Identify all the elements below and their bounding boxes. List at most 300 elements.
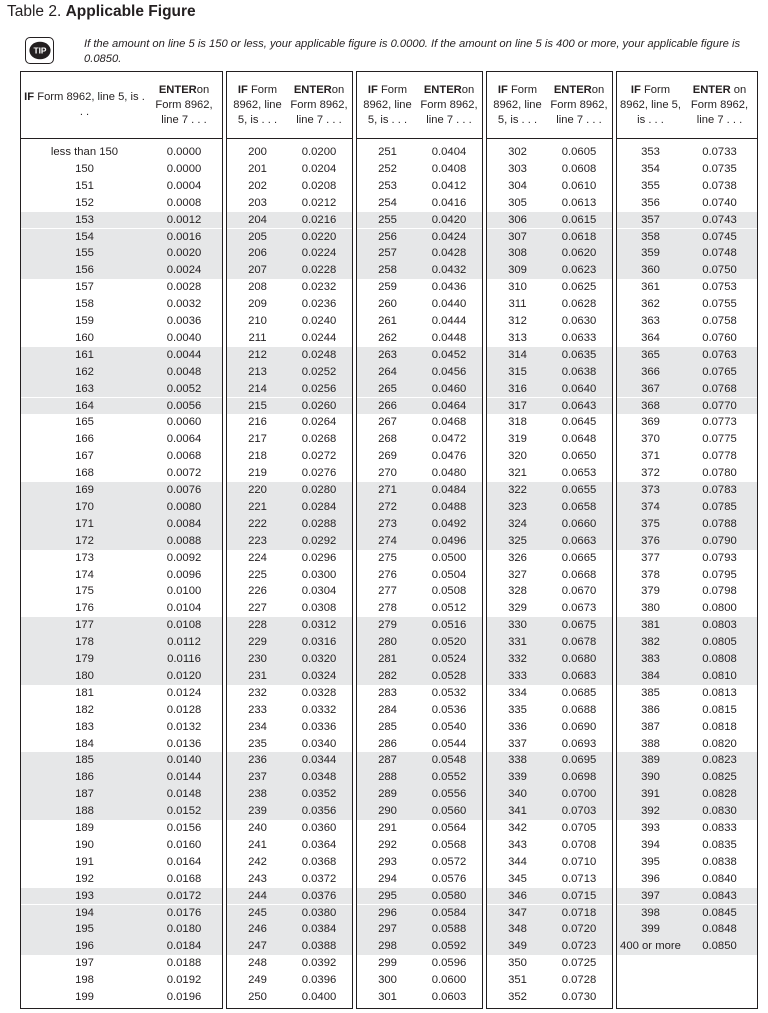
- table-panel: [616, 71, 758, 1009]
- applicable-figure-value: 0.0723: [561, 940, 597, 953]
- applicable-figure-value: 0.0212: [301, 196, 337, 209]
- line5-value: 295: [378, 889, 397, 902]
- tip-label: TIP: [32, 45, 47, 56]
- applicable-figure-value: 0.0758: [702, 315, 737, 327]
- applicable-figure-value: 0.0800: [702, 602, 737, 615]
- table-row: [357, 516, 482, 533]
- table-row: [227, 752, 352, 769]
- line5-value: 241: [248, 838, 267, 851]
- line5-value: 297: [378, 923, 397, 936]
- line5-value: 331: [508, 636, 527, 649]
- line5-value: 164: [75, 399, 94, 412]
- applicable-figure-value: 0.0848: [702, 923, 737, 936]
- table-row: [617, 245, 757, 262]
- applicable-figure-value: 0.0830: [702, 805, 737, 818]
- applicable-figure-value: 0.0740: [702, 196, 737, 209]
- line5-value: 325: [508, 534, 527, 547]
- line5-value: 158: [75, 298, 94, 311]
- table-row: [357, 364, 482, 381]
- table-row: [357, 398, 482, 415]
- line5-value: 387: [641, 720, 660, 733]
- line5-value: 281: [378, 653, 397, 665]
- table-header: [617, 72, 757, 139]
- applicable-figure-value: 0.0064: [166, 433, 202, 446]
- applicable-figure-value: 0.0480: [431, 467, 467, 480]
- line5-value: 236: [248, 754, 267, 767]
- line5-value: 198: [75, 974, 94, 987]
- line5-value: 246: [248, 923, 267, 936]
- applicable-figure-value: 0.0843: [702, 889, 737, 902]
- applicable-figure-value: 0.0284: [301, 500, 337, 513]
- table-row: [617, 161, 757, 178]
- applicable-figure-value: 0.0168: [166, 872, 202, 885]
- applicable-figure-value: 0.0060: [166, 416, 202, 429]
- applicable-figure-value: 0.0690: [561, 720, 597, 733]
- table-row: [357, 229, 482, 246]
- applicable-figure-value: 0.0008: [166, 196, 202, 209]
- table-row: [617, 668, 757, 685]
- line5-value: 285: [378, 720, 397, 733]
- table-row: [357, 448, 482, 465]
- table-row: [617, 550, 757, 567]
- applicable-figure-value: 0.0648: [561, 433, 597, 446]
- table-row: [227, 533, 352, 550]
- line5-value: 271: [378, 484, 397, 496]
- table-row: [357, 482, 482, 499]
- applicable-figure-value: 0.0743: [702, 213, 737, 226]
- line5-value: 263: [378, 348, 397, 361]
- line5-value: 381: [641, 619, 660, 632]
- applicable-figure-value: 0.0660: [561, 517, 597, 530]
- table-row: [357, 938, 482, 955]
- table-row: [357, 567, 482, 584]
- applicable-figure-value: 0.0452: [431, 348, 467, 361]
- line5-value: 240: [248, 822, 267, 834]
- table-row: [227, 212, 352, 229]
- line5-value: 339: [508, 771, 527, 784]
- applicable-figure-value: 0.0364: [301, 838, 337, 851]
- table-row: [21, 938, 222, 955]
- table-row: [617, 820, 757, 837]
- applicable-figure-value: 0.0640: [561, 382, 597, 395]
- applicable-figure-value: 0.0760: [702, 331, 737, 344]
- line5-value: 273: [378, 517, 397, 530]
- applicable-figure-value: 0.0192: [166, 974, 202, 987]
- line5-value: 344: [508, 855, 527, 868]
- line5-value: 277: [378, 585, 397, 598]
- table-row: [617, 567, 757, 584]
- table-row: [227, 685, 352, 702]
- line5-value: 219: [248, 467, 267, 480]
- applicable-figure-value: 0.0152: [166, 805, 202, 818]
- table-row: [487, 871, 612, 888]
- header-if-line5-text: Form 8962, line 5, is . . .: [34, 91, 145, 118]
- applicable-figure-value: 0.0384: [301, 923, 337, 936]
- table-row: [487, 719, 612, 736]
- table-row: [617, 229, 757, 246]
- line5-value: 243: [248, 872, 267, 885]
- table-row: [227, 161, 352, 178]
- applicable-figure-value: 0.0620: [561, 247, 597, 260]
- line5-value: 224: [248, 551, 267, 564]
- line5-value: 332: [508, 653, 527, 665]
- line5-value: 296: [378, 906, 397, 919]
- line5-value: 350: [508, 957, 527, 970]
- applicable-figure-value: 0.0512: [431, 602, 467, 615]
- table-row: [227, 381, 352, 398]
- table-row: [21, 364, 222, 381]
- line5-value: 299: [378, 957, 397, 970]
- header-if-line5: [229, 72, 286, 138]
- table-row: [617, 279, 757, 296]
- applicable-figure-value: 0.0673: [561, 602, 597, 615]
- applicable-figure-value: 0.0838: [702, 855, 737, 868]
- applicable-figure-value: 0.0140: [166, 754, 202, 767]
- table-row: [21, 820, 222, 837]
- table-row: [227, 921, 352, 938]
- table-row: [617, 803, 757, 820]
- applicable-figure-value: 0.0412: [431, 179, 467, 192]
- table-row: [487, 144, 612, 161]
- header-enter-line7-text: on Form 8962, line 7 . . .: [550, 83, 608, 126]
- table-row: [227, 888, 352, 905]
- line5-value: 353: [641, 146, 660, 158]
- line5-value: 357: [641, 213, 660, 226]
- table-row: [21, 668, 222, 685]
- table-row: [487, 313, 612, 330]
- table-row: [357, 803, 482, 820]
- table-row: [357, 212, 482, 229]
- applicable-figure-value: 0.0735: [702, 162, 737, 175]
- line5-value: 245: [248, 906, 267, 919]
- applicable-figure-value: 0.0773: [702, 416, 737, 429]
- line5-value: 352: [508, 991, 527, 1003]
- line5-value: 225: [248, 568, 267, 581]
- table-row: [487, 820, 612, 837]
- line5-value: 181: [75, 686, 94, 699]
- table-row: [487, 786, 612, 803]
- table-row: [617, 212, 757, 229]
- applicable-figure-value: 0.0344: [301, 754, 337, 767]
- line5-value: 195: [75, 923, 94, 936]
- line5-value: 233: [248, 703, 267, 716]
- line5-value: 175: [75, 585, 94, 598]
- applicable-figure-value: 0.0360: [301, 822, 337, 834]
- line5-value: 191: [75, 855, 94, 868]
- table-row: [357, 144, 482, 161]
- line5-value: 176: [75, 602, 94, 615]
- line5-value: 207: [248, 264, 267, 277]
- table-row: [357, 989, 482, 1006]
- table-row: [357, 465, 482, 482]
- applicable-figure-value: 0.0536: [431, 703, 467, 716]
- line5-value: 386: [641, 703, 660, 716]
- applicable-figure-value: 0.0092: [166, 551, 202, 564]
- applicable-figure-value: 0.0808: [702, 653, 737, 665]
- header-if-line5-bold: IF: [367, 83, 378, 96]
- table-row: [227, 398, 352, 415]
- line5-value: 320: [508, 450, 527, 463]
- applicable-figure-value: 0.0320: [301, 653, 337, 665]
- line5-value: 389: [641, 754, 660, 767]
- table-panel: [486, 71, 613, 1009]
- table-row: [357, 752, 482, 769]
- table-row: [227, 786, 352, 803]
- line5-value: 208: [248, 281, 267, 294]
- applicable-figure-value: 0.0016: [166, 230, 202, 243]
- applicable-figure-value: 0.0316: [301, 636, 337, 649]
- applicable-figure-value: 0.0228: [301, 264, 337, 277]
- line5-value: 170: [75, 500, 94, 513]
- table-row: [357, 786, 482, 803]
- table-row: [487, 381, 612, 398]
- table-header: [21, 72, 222, 139]
- applicable-figure-value: 0.0356: [301, 805, 337, 818]
- table-row: [357, 719, 482, 736]
- line5-value: 375: [641, 517, 660, 530]
- applicable-figure-value: 0.0484: [431, 484, 467, 496]
- table-row: [487, 803, 612, 820]
- line5-value: 368: [641, 399, 660, 412]
- table-row: [21, 178, 222, 195]
- line5-value: 156: [75, 264, 94, 277]
- table-row: [487, 482, 612, 499]
- table-row: [21, 144, 222, 161]
- applicable-figure-value: 0.0850: [702, 940, 737, 953]
- table-row: [357, 820, 482, 837]
- line5-value: 380: [641, 602, 660, 615]
- table-row: [487, 972, 612, 989]
- applicable-figure-value: 0.0650: [561, 450, 597, 463]
- table-row: [357, 854, 482, 871]
- line5-value: 210: [248, 315, 267, 327]
- table-row: [227, 262, 352, 279]
- applicable-figure-value: 0.0845: [702, 906, 737, 919]
- applicable-figure-value: 0.0683: [561, 669, 597, 682]
- table-row: [227, 465, 352, 482]
- line5-value: 308: [508, 247, 527, 260]
- applicable-figure-value: 0.0705: [561, 822, 597, 834]
- line5-value: 190: [75, 838, 94, 851]
- line5-value: 196: [75, 940, 94, 953]
- header-if-line5: [619, 72, 682, 138]
- applicable-figure-value: 0.0248: [301, 348, 337, 361]
- table-row: [227, 837, 352, 854]
- applicable-figure-value: 0.0352: [301, 788, 337, 801]
- line5-value: 385: [641, 686, 660, 699]
- table-row: [617, 837, 757, 854]
- table-row: [487, 262, 612, 279]
- applicable-figure-value: 0.0596: [431, 957, 467, 970]
- line5-value: 397: [641, 889, 660, 902]
- table-row: [227, 313, 352, 330]
- line5-value: 234: [248, 720, 267, 733]
- table-row: [227, 938, 352, 955]
- applicable-figure-value: 0.0803: [702, 619, 737, 632]
- line5-value: 229: [248, 636, 267, 649]
- applicable-figure-value: 0.0603: [431, 991, 467, 1003]
- line5-value: 328: [508, 585, 527, 598]
- table-row: [227, 702, 352, 719]
- line5-value: 186: [75, 771, 94, 784]
- table-row: [487, 617, 612, 634]
- line5-value: 254: [378, 196, 397, 209]
- table-row: [357, 837, 482, 854]
- line5-value: 283: [378, 686, 397, 699]
- line5-value: 309: [508, 264, 527, 277]
- applicable-figure-value: 0.0080: [166, 500, 202, 513]
- applicable-figure-value: 0.0272: [301, 450, 337, 463]
- line5-value: 270: [378, 467, 397, 480]
- applicable-figure-value: 0.0184: [166, 940, 202, 953]
- line5-value: 334: [508, 686, 527, 699]
- line5-value: 166: [75, 433, 94, 446]
- line5-value: 318: [508, 416, 527, 429]
- applicable-figure-value: 0.0220: [301, 230, 337, 243]
- applicable-figure-value: 0.0833: [702, 822, 737, 834]
- line5-value: 361: [641, 281, 660, 294]
- applicable-figure-value: 0.0324: [301, 669, 337, 682]
- table-row: [617, 144, 757, 161]
- table-panel: [356, 71, 483, 1009]
- line5-value: 150: [75, 162, 94, 175]
- line5-value: 232: [248, 686, 267, 699]
- line5-value: 341: [508, 805, 527, 818]
- table-row: [227, 955, 352, 972]
- applicable-figure-value: 0.0635: [561, 348, 597, 361]
- table-row: [21, 702, 222, 719]
- header-if-line5-bold: IF: [630, 83, 641, 96]
- line5-value: 204: [248, 213, 267, 226]
- table-row: [487, 854, 612, 871]
- applicable-figure-value: 0.0665: [561, 551, 597, 564]
- table-row: [227, 279, 352, 296]
- line5-value: 160: [75, 331, 94, 344]
- table-row: [357, 685, 482, 702]
- applicable-figure-value: 0.0200: [301, 146, 337, 158]
- table-row: [21, 989, 222, 1006]
- table-row: [357, 533, 482, 550]
- table-row: [21, 313, 222, 330]
- table-row: [21, 262, 222, 279]
- line5-value: 262: [378, 331, 397, 344]
- applicable-figure-value: 0.0778: [702, 450, 737, 463]
- line5-value: 398: [641, 906, 660, 919]
- header-if-line5-bold: IF: [237, 83, 248, 96]
- table-row: [227, 431, 352, 448]
- header-enter-line7-bold: ENTER: [158, 83, 197, 96]
- line5-value: 289: [378, 788, 397, 801]
- table-row: [227, 448, 352, 465]
- header-enter-line7-text: on Form 8962, line 7 . . .: [290, 83, 348, 126]
- table-row: [21, 347, 222, 364]
- line5-value: 238: [248, 788, 267, 801]
- line5-value: 239: [248, 805, 267, 818]
- line5-value: 314: [508, 348, 527, 361]
- applicable-figure-value: 0.0308: [301, 602, 337, 615]
- table-row: [227, 516, 352, 533]
- table-row: [227, 178, 352, 195]
- table-row: [487, 398, 612, 415]
- line5-value: 247: [248, 940, 267, 953]
- applicable-figure-value: 0.0805: [702, 636, 737, 649]
- applicable-figure-value: 0.0524: [431, 653, 467, 665]
- line5-value: 333: [508, 669, 527, 682]
- applicable-figure-value: 0.0695: [561, 754, 597, 767]
- line5-value: 206: [248, 247, 267, 260]
- applicable-figure-value: 0.0488: [431, 500, 467, 513]
- line5-value: 301: [378, 991, 397, 1003]
- table-row: [487, 533, 612, 550]
- table-row: [617, 313, 757, 330]
- line5-value: 303: [508, 162, 527, 175]
- table-row: [487, 364, 612, 381]
- line5-value: 362: [641, 298, 660, 311]
- applicable-figure-value: 0.0004: [166, 179, 202, 192]
- table-row: [617, 769, 757, 786]
- applicable-figure-value: 0.0404: [431, 146, 467, 158]
- table-row: [227, 245, 352, 262]
- applicable-figure-value: 0.0765: [702, 365, 737, 378]
- line5-value: 346: [508, 889, 527, 902]
- header-if-line5-text: Form 8962, line 5, is . . .: [493, 83, 542, 126]
- applicable-figure-value: 0.0625: [561, 281, 597, 294]
- applicable-figure-value: 0.0464: [431, 399, 467, 412]
- table-row: [21, 499, 222, 516]
- header-enter-line7: [149, 72, 219, 138]
- applicable-figure-value: 0.0068: [166, 450, 202, 463]
- header-if-line5: [23, 72, 146, 138]
- applicable-figure-value: 0.0745: [702, 230, 737, 243]
- applicable-figure-value: 0.0725: [561, 957, 597, 970]
- line5-value: 182: [75, 703, 94, 716]
- line5-value: 165: [75, 416, 94, 429]
- line5-value: 267: [378, 416, 397, 429]
- applicable-figure-value: 0.0112: [167, 636, 201, 649]
- table-row: [21, 330, 222, 347]
- applicable-figure-value: 0.0638: [561, 365, 597, 378]
- line5-value: 311: [508, 298, 527, 311]
- table-row: [487, 567, 612, 584]
- line5-value: 231: [248, 669, 267, 682]
- applicable-figure-value: 0.0240: [301, 315, 337, 327]
- table-row: [21, 212, 222, 229]
- table-row: [487, 634, 612, 651]
- applicable-figure-value: 0.0312: [301, 619, 337, 632]
- line5-value: 316: [508, 382, 527, 395]
- table-row: [227, 803, 352, 820]
- table-row: [487, 212, 612, 229]
- applicable-figure-value: 0.0630: [561, 315, 597, 327]
- applicable-figure-value: 0.0300: [301, 568, 337, 581]
- header-if-line5: [359, 72, 416, 138]
- table-row: [617, 786, 757, 803]
- applicable-figure-value: 0.0328: [301, 686, 337, 699]
- line5-value: 154: [75, 230, 94, 243]
- applicable-figure-value: 0.0584: [431, 906, 467, 919]
- table-row: [617, 482, 757, 499]
- table-row: [487, 279, 612, 296]
- line5-value: 348: [508, 923, 527, 936]
- table-row: [487, 516, 612, 533]
- line5-value: 282: [378, 669, 397, 682]
- applicable-figure-value: 0.0556: [431, 788, 467, 801]
- line5-value: 253: [378, 179, 397, 192]
- applicable-figure-value: 0.0208: [301, 179, 337, 192]
- line5-value: 383: [641, 653, 660, 665]
- table-row: [487, 837, 612, 854]
- line5-value: 330: [508, 619, 527, 632]
